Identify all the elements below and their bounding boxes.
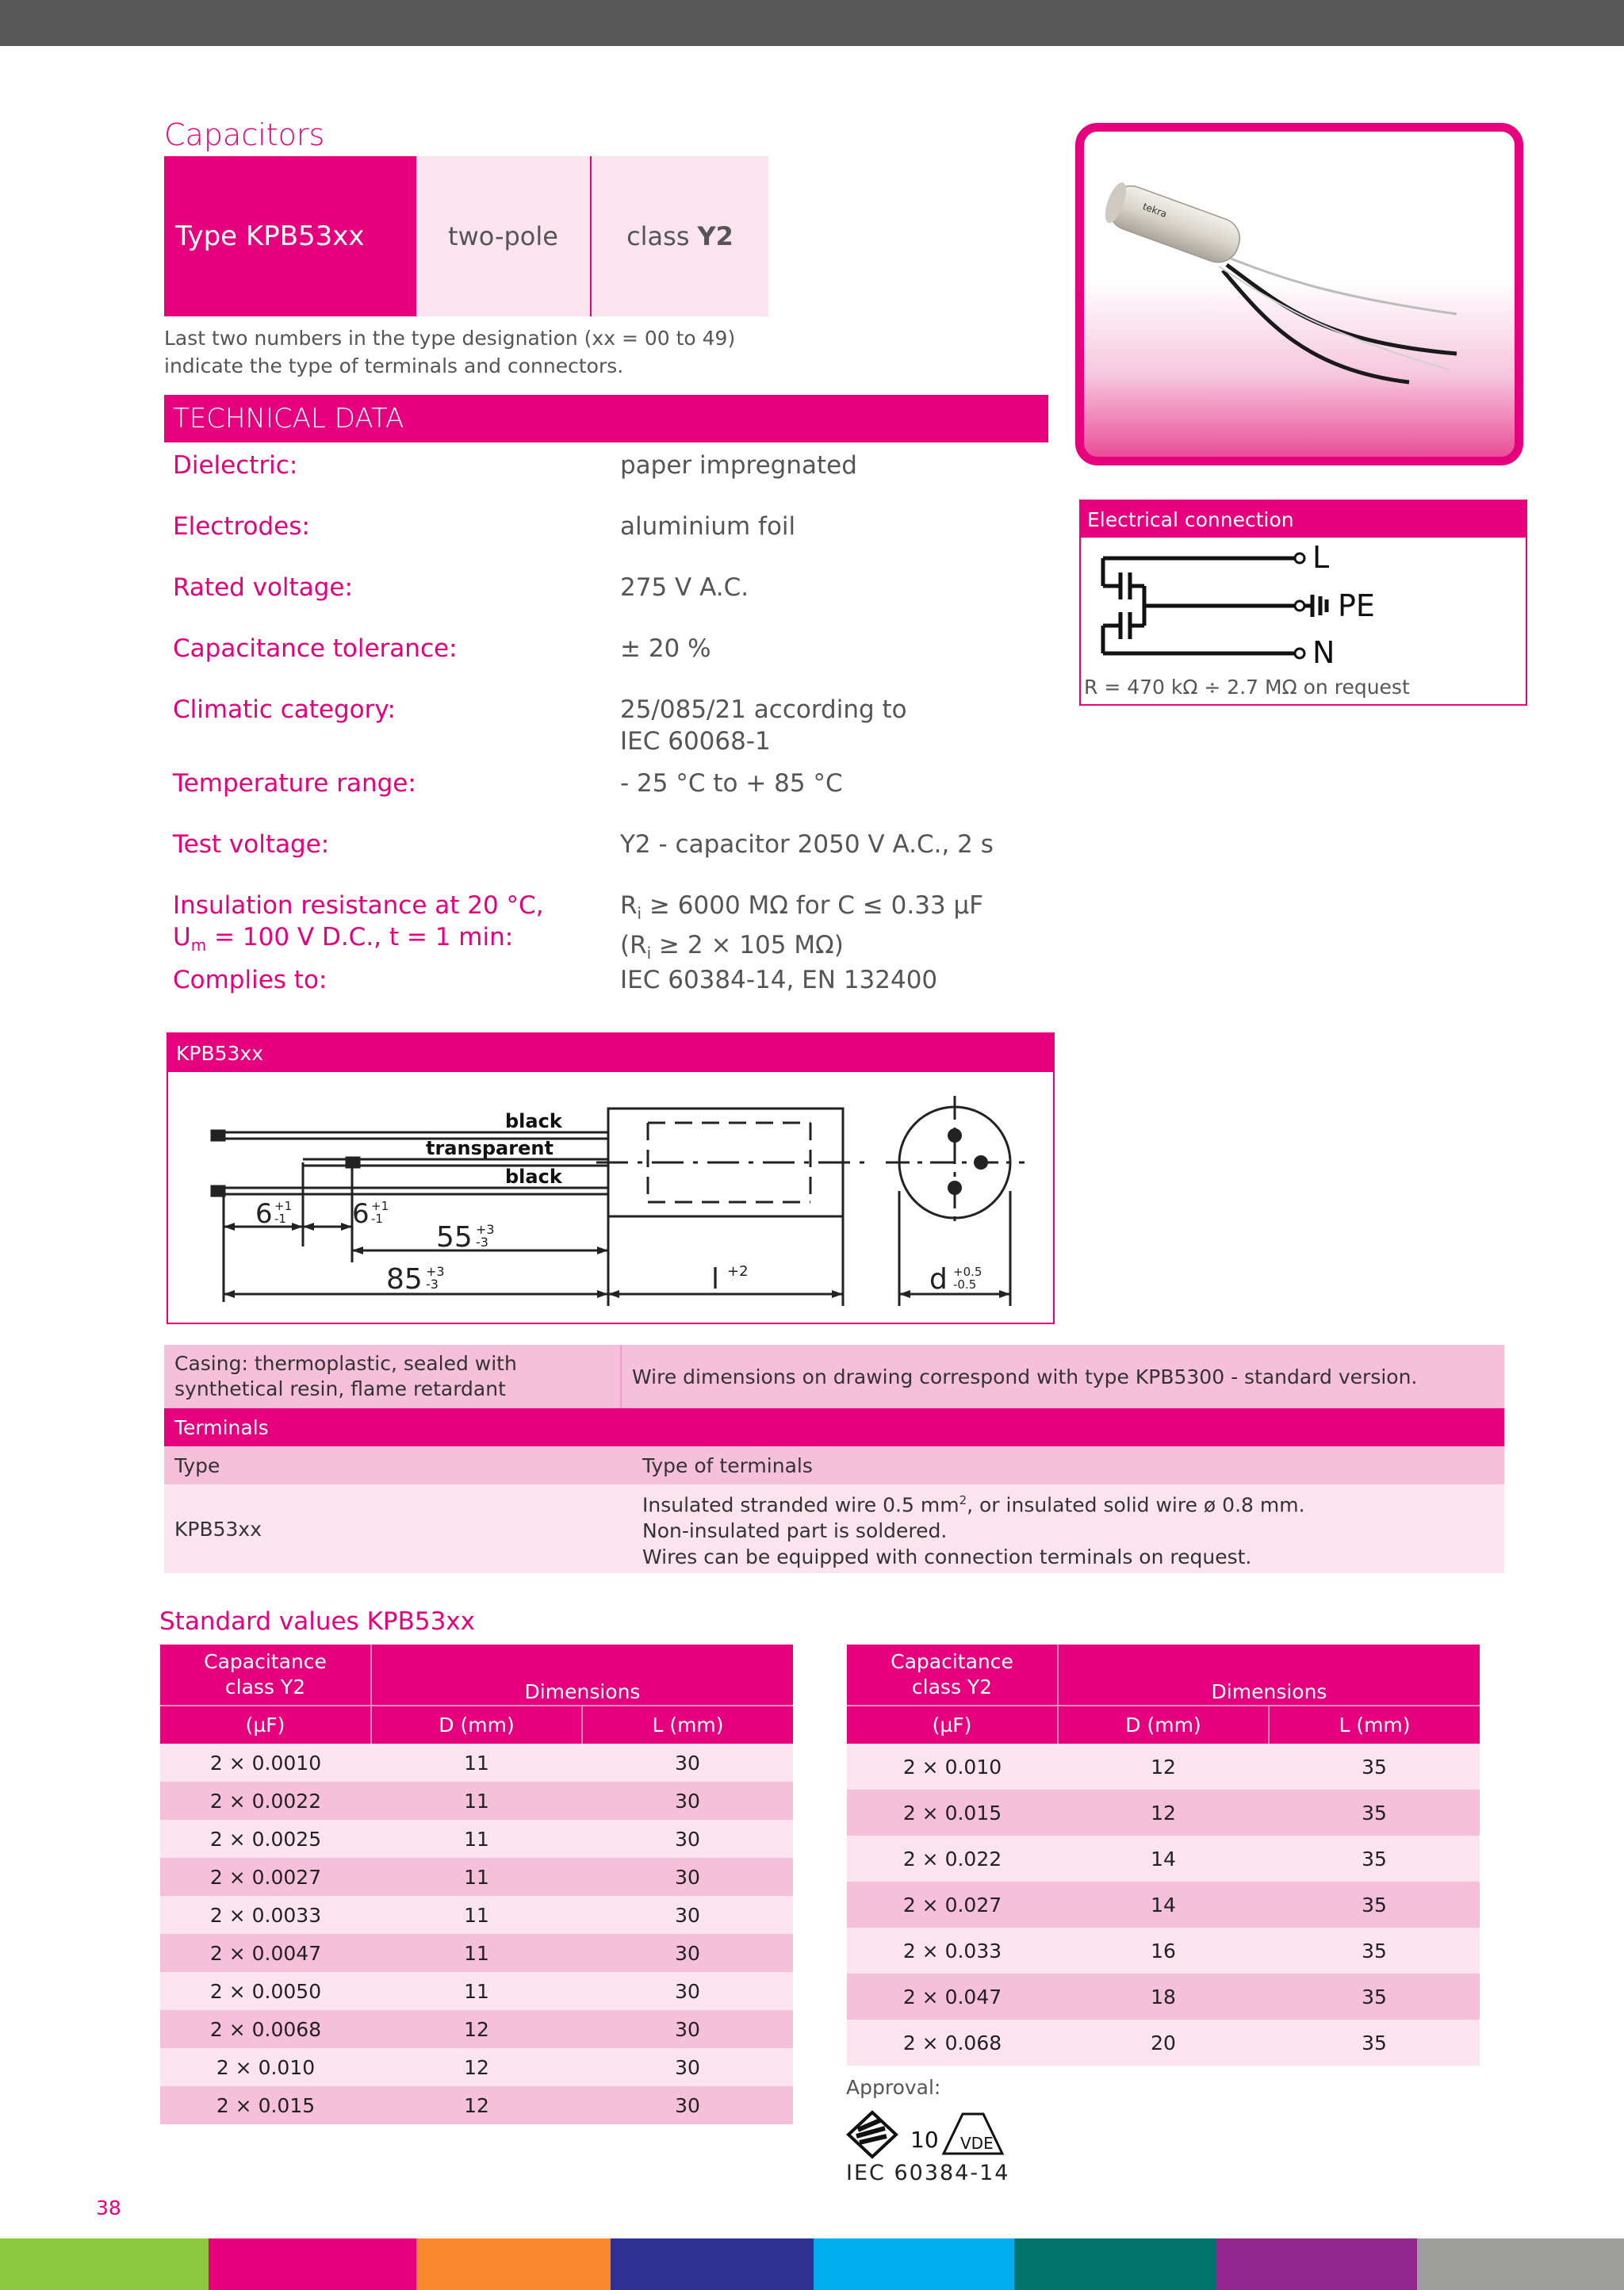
table-row: [160, 2086, 793, 2124]
dim-85-value: 85: [386, 1263, 423, 1296]
svg-text:tekra: tekra: [1141, 201, 1169, 220]
dim-b-tol-up: +1: [371, 1199, 389, 1213]
stripe-segment: [1216, 2238, 1417, 2290]
label-n: N: [1312, 635, 1335, 669]
dim-85-tol-down: -3: [426, 1277, 439, 1292]
wire-label-black-top: black: [505, 1110, 562, 1132]
diameter-cell: 11: [371, 1744, 582, 1782]
length-cell: 30: [582, 1782, 793, 1820]
wire-label-black-bottom: black: [505, 1166, 562, 1188]
capacitance-cell: 2 × 0.0068: [160, 2010, 371, 2048]
dim-85-tol-up: +3: [426, 1264, 445, 1279]
length-cell: 30: [582, 2010, 793, 2048]
insulation-value-line1: [620, 890, 983, 929]
diameter-cell: 12: [371, 2048, 582, 2086]
terminal-line-1: [642, 1488, 1305, 1518]
ri2-symbol: (R: [620, 931, 647, 960]
diameter-cell: 12: [1058, 1744, 1269, 1790]
rated-voltage-label: Rated voltage:: [173, 573, 353, 602]
insulation-label: [173, 890, 544, 961]
terminals-header-row: [164, 1408, 1504, 1446]
table-row: [847, 1882, 1480, 1928]
ri-text: ≥ 6000 MΩ for C ≤ 0.33 µF: [642, 891, 984, 920]
length-cell: 35: [1269, 1790, 1480, 1836]
complies-label: Complies to:: [173, 966, 327, 994]
capacitance-cell: 2 × 0.022: [847, 1836, 1058, 1882]
diameter-cell: 11: [371, 1934, 582, 1972]
table-row: [160, 2010, 793, 2048]
diameter-cell: 20: [1058, 2020, 1269, 2066]
wire-label-transparent: transparent: [426, 1137, 553, 1159]
terminal-type: KPB53xx: [174, 1517, 262, 1541]
terminals-table: [164, 1345, 1504, 1573]
type-designation: Type KPB53xx: [164, 156, 416, 316]
insulation-value: [620, 890, 983, 969]
dim-d-value: d: [929, 1263, 948, 1296]
terminal-line-1-sup: 2: [959, 1492, 967, 1507]
header-capacitance: [847, 1645, 1058, 1706]
capacitance-cell: 2 × 0.010: [160, 2048, 371, 2086]
temperature-value: - 25 °C to + 85 °C: [620, 769, 843, 798]
wire-dimensions-cell: Wire dimensions on drawing correspond with type KPB5300 - standard version.: [622, 1345, 1504, 1408]
standard-values-title: Standard values KPB53xx: [159, 1607, 475, 1636]
dim-55-value: 55: [436, 1221, 473, 1254]
insulation-u-sub: m: [190, 936, 207, 955]
length-cell: 35: [1269, 1974, 1480, 2020]
terminal-description: [632, 1484, 1504, 1573]
climatic-value-line1: 25/085/21 according to: [620, 695, 907, 724]
length-cell: 30: [582, 2048, 793, 2086]
header-dimensions: Dimensions: [1058, 1645, 1480, 1706]
climatic-value: [620, 694, 907, 757]
dim-a-tol-down: -1: [274, 1212, 286, 1226]
capacitance-cell: 2 × 0.068: [847, 2020, 1058, 2066]
enec-number: 10: [910, 2127, 939, 2153]
length-cell: 30: [582, 1744, 793, 1782]
ri2-text: ≥ 2 × 105 MΩ): [651, 931, 844, 960]
terminals-title: Terminals: [174, 1415, 269, 1439]
electrodes-label: Electrodes:: [173, 512, 310, 541]
length-cell: 35: [1269, 2020, 1480, 2066]
dim-d-tol-up: +0.5: [953, 1265, 982, 1279]
section-title: Capacitors: [164, 117, 325, 152]
terminal-line-3: Wires can be equipped with connection terminals on request.: [642, 1545, 1252, 1569]
dim-a-tol-up: +1: [274, 1199, 293, 1213]
climatic-label: Climatic category:: [173, 695, 396, 724]
table-row: [160, 1782, 793, 1820]
diameter-cell: 11: [371, 1972, 582, 2010]
temperature-label: Temperature range:: [173, 769, 416, 798]
ri-symbol: R: [620, 891, 638, 920]
capacitance-cell: 2 × 0.0022: [160, 1782, 371, 1820]
terminals-column-row: [164, 1446, 1504, 1484]
enec-mark-icon: [848, 2112, 939, 2157]
terminal-line-1a: Insulated stranded wire 0.5 mm: [642, 1493, 959, 1517]
capacitance-cell: 2 × 0.0047: [160, 1934, 371, 1972]
diameter-cell: 16: [1058, 1928, 1269, 1974]
technical-data-header: TECHNICAL DATA: [164, 395, 1048, 442]
table-row: [847, 1790, 1480, 1836]
header-capacitance-line2: class Y2: [911, 1675, 993, 1698]
length-cell: 30: [582, 1934, 793, 1972]
stripe-segment: [0, 2238, 209, 2290]
dim-55-tol-down: -3: [476, 1235, 488, 1250]
column-terminals: Type of terminals: [642, 1453, 813, 1477]
dimension-drawing: [168, 1072, 1053, 1324]
dimension-drawing-title: KPB53xx: [168, 1034, 1053, 1072]
header-capacitance-line1: Capacitance: [891, 1650, 1013, 1673]
ri2-sub: i: [646, 944, 652, 963]
dielectric-value: paper impregnated: [620, 451, 857, 480]
header-capacitance-line2: class Y2: [224, 1675, 306, 1698]
table-row: [160, 1820, 793, 1858]
stripe-segment: [1014, 2238, 1216, 2290]
insulation-u: U: [173, 923, 191, 952]
capacitance-cell: 2 × 0.0010: [160, 1744, 371, 1782]
dimension-drawing-box: [167, 1032, 1055, 1324]
capacitance-cell: 2 × 0.047: [847, 1974, 1058, 2020]
tolerance-value: ± 20 %: [620, 634, 711, 663]
type-note: Last two numbers in the type designation (xx = 00 to 49) indicate the type of terminals and connectors.: [164, 327, 736, 377]
header-capacitance: [160, 1645, 371, 1706]
electrical-connection-box: [1079, 500, 1527, 706]
length-cell: 30: [582, 1820, 793, 1858]
page-number: 38: [96, 2196, 121, 2219]
table-row: [847, 1928, 1480, 1974]
stripe-segment: [1417, 2238, 1624, 2290]
diameter-cell: 14: [1058, 1882, 1269, 1928]
dielectric-label: Dielectric:: [173, 451, 298, 480]
column-type: Type: [174, 1453, 220, 1477]
capacitance-cell: 2 × 0.0027: [160, 1858, 371, 1896]
electrical-connection-title: Electrical connection: [1081, 501, 1526, 538]
terminal-line-1b: , or insulated solid wire ø 0.8 mm.: [967, 1493, 1305, 1517]
casing-cell: Casing: thermoplastic, sealed with synthetical resin, flame retardant: [164, 1345, 622, 1408]
capacitance-cell: 2 × 0.0025: [160, 1820, 371, 1858]
type-row: [164, 156, 768, 316]
capacitance-cell: 2 × 0.0050: [160, 1972, 371, 2010]
header-l: L (mm): [582, 1706, 793, 1744]
table-row: [160, 1744, 793, 1782]
header-l: L (mm): [1269, 1706, 1480, 1744]
capacitance-cell: 2 × 0.015: [847, 1790, 1058, 1836]
diameter-cell: 11: [371, 1896, 582, 1934]
dim-d-tol-down: -0.5: [953, 1277, 977, 1292]
dim-a-value: 6: [255, 1198, 273, 1230]
label-pe: PE: [1338, 588, 1375, 623]
header-dimensions: Dimensions: [371, 1645, 793, 1706]
terminal-line-2: Non-insulated part is soldered.: [642, 1519, 948, 1543]
header-unit: (µF): [847, 1706, 1058, 1744]
diameter-cell: 12: [1058, 1790, 1269, 1836]
insulation-conditions: = 100 V D.C., t = 1 min:: [206, 923, 514, 952]
test-voltage-value: Y2 - capacitor 2050 V A.C., 2 s: [620, 830, 994, 859]
capacitance-cell: 2 × 0.027: [847, 1882, 1058, 1928]
table-row: [160, 2048, 793, 2086]
table-row: [847, 2020, 1480, 2066]
length-cell: 30: [582, 1972, 793, 2010]
diameter-cell: 11: [371, 1782, 582, 1820]
tolerance-label: Capacitance tolerance:: [173, 634, 458, 663]
diameter-cell: 14: [1058, 1836, 1269, 1882]
table-row: [160, 1858, 793, 1896]
dim-55-tol-up: +3: [476, 1222, 495, 1237]
header-d: D (mm): [371, 1706, 582, 1744]
casing-row: [164, 1345, 1504, 1408]
capacitor-image: [1084, 132, 1515, 457]
rated-voltage-value: 275 V A.C.: [620, 573, 749, 602]
dim-l-value: l: [711, 1263, 720, 1296]
vde-text: VDE: [960, 2134, 994, 2153]
terminals-data-row: [164, 1484, 1504, 1573]
table-row: [160, 1934, 793, 1972]
insulation-label-line2: [173, 921, 544, 961]
length-cell: 30: [582, 1858, 793, 1896]
top-bar: [0, 0, 1624, 46]
diameter-cell: 11: [371, 1820, 582, 1858]
length-cell: 35: [1269, 1744, 1480, 1790]
table-row: [847, 1744, 1480, 1790]
resistor-note: R = 470 kΩ ÷ 2.7 MΩ on request: [1084, 676, 1410, 699]
pole-count: two-pole: [416, 156, 592, 316]
capacitance-cell: 2 × 0.010: [847, 1744, 1058, 1790]
table-row: [847, 1974, 1480, 2020]
stripe-segment: [814, 2238, 1014, 2290]
table-row: [847, 1836, 1480, 1882]
capacitance-cell: 2 × 0.033: [847, 1928, 1058, 1974]
length-cell: 35: [1269, 1836, 1480, 1882]
product-photo: [1075, 123, 1523, 465]
vde-mark-icon: [944, 2114, 1002, 2154]
stripe-segment: [416, 2238, 611, 2290]
electrodes-value: aluminium foil: [620, 512, 796, 541]
header-d: D (mm): [1058, 1706, 1269, 1744]
approval-label: Approval:: [846, 2076, 941, 2099]
dim-b-value: 6: [352, 1198, 370, 1230]
standard-values-table-left: [160, 1645, 793, 2124]
climatic-value-line2: IEC 60068-1: [620, 727, 771, 756]
table-row: [160, 1896, 793, 1934]
footer-color-stripe: [0, 2238, 1624, 2290]
dim-l-tol: +2: [727, 1263, 749, 1280]
stripe-segment: [209, 2238, 416, 2290]
insulation-value-line2: [620, 929, 983, 969]
approval-marks: [845, 2109, 1012, 2160]
schematic-diagram: [1097, 542, 1446, 669]
complies-value: IEC 60384-14, EN 132400: [620, 966, 938, 994]
approval-standard: IEC 60384-14: [846, 2161, 1010, 2185]
diameter-cell: 12: [371, 2010, 582, 2048]
capacitance-cell: 2 × 0.0033: [160, 1896, 371, 1934]
class-cell: [592, 156, 768, 316]
ri-sub: i: [637, 904, 642, 924]
dim-b-tol-down: -1: [371, 1212, 383, 1226]
test-voltage-label: Test voltage:: [173, 830, 330, 859]
class-prefix: class: [626, 221, 690, 251]
stripe-segment: [611, 2238, 814, 2290]
insulation-label-line1: Insulation resistance at 20 °C,: [173, 891, 544, 920]
class-value: Y2: [697, 221, 733, 251]
length-cell: 30: [582, 2086, 793, 2124]
length-cell: 35: [1269, 1882, 1480, 1928]
length-cell: 30: [582, 1896, 793, 1934]
standard-values-table-right: [847, 1645, 1480, 2066]
table-row: [160, 1972, 793, 2010]
capacitance-cell: 2 × 0.015: [160, 2086, 371, 2124]
header-capacitance-line1: Capacitance: [204, 1650, 327, 1673]
diameter-cell: 12: [371, 2086, 582, 2124]
length-cell: 35: [1269, 1928, 1480, 1974]
diameter-cell: 11: [371, 1858, 582, 1896]
header-unit: (µF): [160, 1706, 371, 1744]
label-l: L: [1312, 542, 1330, 575]
diameter-cell: 18: [1058, 1974, 1269, 2020]
